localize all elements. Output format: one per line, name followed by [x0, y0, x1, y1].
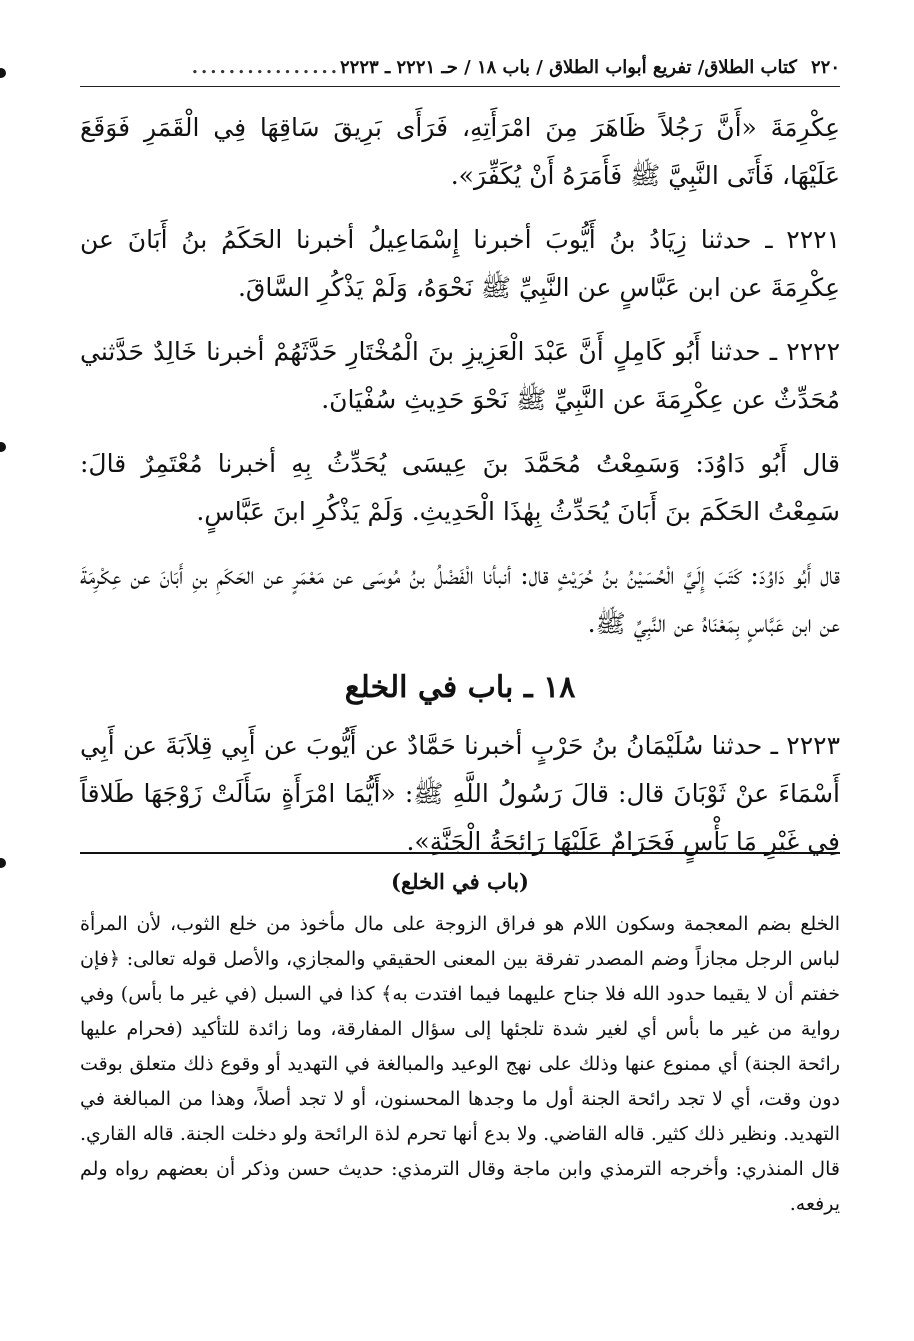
running-title: كتاب الطلاق/ تفريع أبواب الطلاق / باب ١٨ / حـ ٢٢٢١ ـ ٢٢٢٣	[340, 56, 797, 78]
running-header	[80, 52, 840, 82]
page-number: ٢٢٠	[810, 56, 840, 78]
abu-dawud-note-1: قال أَبُو دَاوُدَ: وَسَمِعْتُ مُحَمَّدَ بنَ عِيسَى يُحَدِّثُ بِهِ أخبرنا مُعْتَمِرٌ قالَ: سَمِعْتُ الحَكَمَ بنَ أَبَانَ يُحَدِّثُ بِهٰذَا الْحَدِيثِ. وَلَمْ يَذْكُرِ ابنَ عَبَّاسٍ.	[80, 449, 840, 526]
commentary	[80, 864, 840, 1222]
commentary-title: (باب في الخلع)	[391, 869, 529, 894]
edge-mark-top	[0, 68, 6, 78]
chapter-title: ١٨ ـ باب في الخلع	[344, 670, 576, 705]
hadith-2221: ٢٢٢١ ـ حدثنا زِيَادُ بنُ أَيُّوبَ أخبرنا إِسْمَاعِيلُ أخبرنا الحَكَمُ بنُ أَبَانَ عن عِكْرِمَةَ عن ابن عَبَّاسٍ عن النَّبِيِّ ﷺ نَحْوَهُ، وَلَمْ يَذْكُرِ السَّاقَ.	[80, 225, 840, 302]
header-dots: ................	[191, 56, 340, 78]
hadith-2223: ٢٢٢٣ ـ حدثنا سُلَيْمَانُ بنُ حَرْبٍ أخبرنا حَمَّادٌ عن أَيُّوبَ عن أَبِي قِلاَبَةَ عن أَبِي أَسْمَاءَ عنْ ثَوْبَانَ قال: قالَ رَسُولُ اللَّهِ ﷺ: «أَيُّمَا امْرَأَةٍ سَأَلَتْ زَوْجَهَا طَلاقاً فِي غَيْرِ مَا بَأْسٍ فَحَرَامٌ عَلَيْهَا رَائِحَةُ الْجَنَّةِ».	[80, 731, 840, 856]
edge-mark-middle	[0, 442, 6, 452]
hadith-text	[80, 104, 840, 882]
abu-dawud-note-2: قال أَبُو دَاوُدَ: كَتَبَ إِلَيَّ الْحُسَيْنُ بنُ حُرَيْثٍ قال: أنبأنا الْفَضْلُ بنُ مُوسَى عن مَعْمَرٍ عن الحَكَمِ بنِ أَبَانَ عن عِكْرِمَةَ عن ابن عَبَّاسٍ بِمَعْنَاهُ عن النَّبِيِّ ﷺ.	[80, 561, 840, 638]
edge-mark-bottom	[0, 858, 6, 868]
hadith-2222: ٢٢٢٢ ـ حدثنا أَبُو كَامِلٍ أَنَّ عَبْدَ الْعَزِيزِ بنَ الْمُخْتَارِ حَدَّثَهُمْ أخبرنا خَالِدٌ حَدَّثني مُحَدِّثٌ عن عِكْرِمَةَ عن النَّبِيِّ ﷺ نَحْوَ حَدِيثِ سُفْيَانَ.	[80, 337, 840, 414]
footnote-divider	[80, 852, 840, 854]
hadith-continuation: عِكْرِمَةَ «أَنَّ رَجُلاً ظَاهَرَ مِنَ امْرَأَتِهِ، فَرَأَى بَرِيقَ سَاقِهَا فِي الْقَمَرِ فَوَقَعَ عَلَيْهَا، فَأَتَى النَّبِيَّ ﷺ فَأَمَرَهُ أَنْ يُكَفِّرَ».	[80, 113, 840, 190]
commentary-text: الخلع بضم المعجمة وسكون اللام هو فراق الزوجة على مال مأخوذ من خلع الثوب، لأن المرأة لباس الرجل مجازاً وضم المصدر تفرقة بين المعنى الحقيقي والمجازي، والأصل قوله تعالى: ﴿فإن خفتم أن لا يقيما حدود الله فلا جناح عليهما فيما افتدت به﴾ كذا في السبل (في غير ما بأس) وفي رواية من غير ما بأس أي لغير شدة تلجئها إلى سؤال المفارقة، وما زائدة للتأكيد (فحرام عليها رائحة الجنة) أي ممنوع عنها وذلك على نهج الوعيد والمبالغة في التهديد أو وقوع ذلك متعلق بوقت دون وقت، أي لا تجد رائحة الجنة أول ما وجدها المحسنون، أو لا تجد أصلاً، وهذا من المبالغة في التهديد. ونظير ذلك كثير. قاله القاضي. ولا بدع أنها تحرم لذة الرائحة ولو دخلت الجنة. قاله القاري. قال المنذري: وأخرجه الترمذي وابن ماجة وقال الترمذي: حديث حسن وذكر أن بعضهم رواه ولم يرفعه.	[80, 913, 840, 1215]
header-rule	[80, 86, 840, 87]
